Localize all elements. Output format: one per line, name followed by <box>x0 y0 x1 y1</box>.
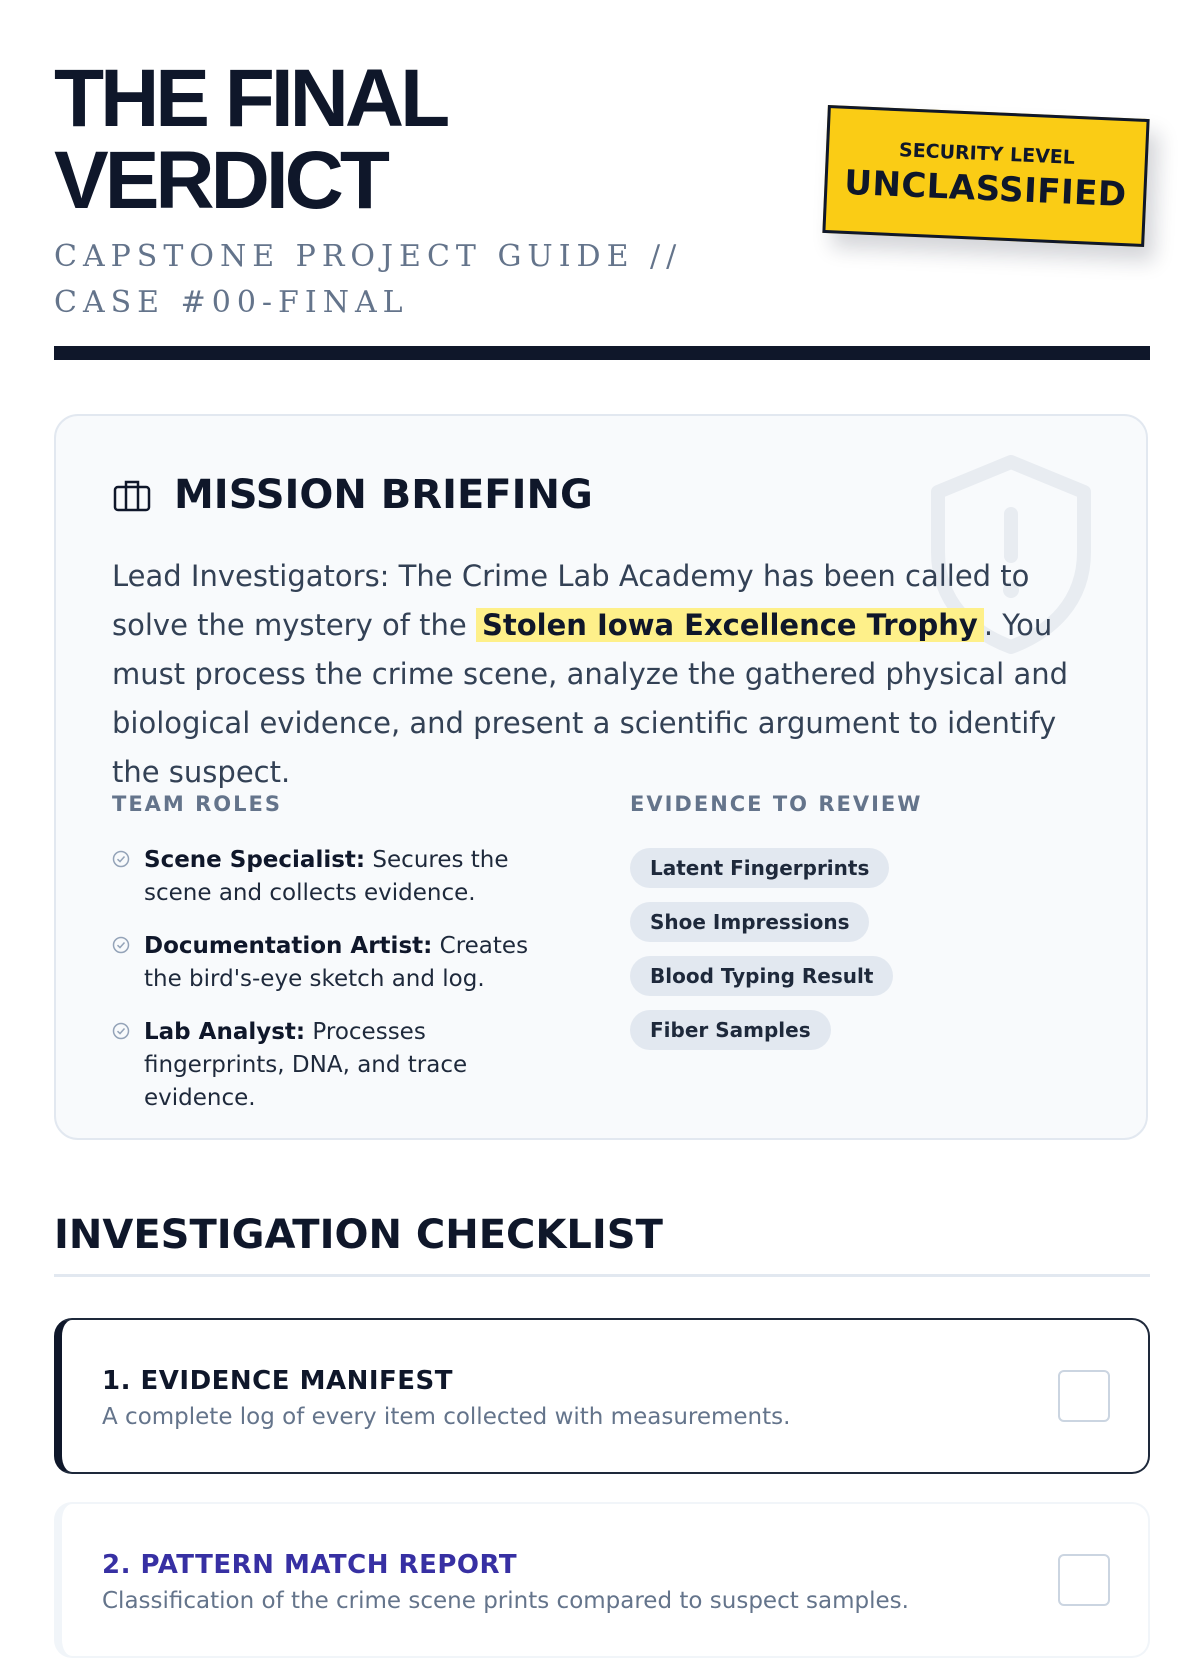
checklist-item-desc: Classification of the crime scene prints compared to suspect samples. <box>102 1588 909 1614</box>
role-item <box>112 930 562 996</box>
checklist-title: INVESTIGATION CHECKLIST <box>54 1212 663 1258</box>
checklist-item-evidence-manifest[interactable] <box>54 1318 1150 1474</box>
header-divider <box>54 346 1150 360</box>
title-line-2: VERDICT <box>54 135 386 226</box>
checklist-item-title: 2. PATTERN MATCH REPORT <box>102 1550 518 1580</box>
checklist-divider <box>54 1274 1150 1277</box>
evidence-tag: Blood Typing Result <box>630 956 893 996</box>
role-desc: Processes fingerprints, DNA, and trace evidence. <box>144 1019 468 1111</box>
briefing-text <box>112 552 1112 797</box>
title-line-1: THE FINAL <box>54 53 447 144</box>
evidence-tag: Fiber Samples <box>630 1010 831 1050</box>
checklist-item-desc: A complete log of every item collected with measurements. <box>102 1404 791 1430</box>
check-circle-icon <box>112 936 130 954</box>
highlighted-trophy: Stolen Iowa Excellence Trophy <box>476 608 984 642</box>
stamp-value: UNCLASSIFIED <box>843 162 1128 216</box>
briefing-title: MISSION BRIEFING <box>174 472 593 518</box>
checklist-checkbox[interactable] <box>1058 1554 1110 1606</box>
team-roles-heading: TEAM ROLES <box>112 792 283 816</box>
briefing-header <box>112 472 593 518</box>
checklist-checkbox[interactable] <box>1058 1370 1110 1422</box>
role-name: Documentation Artist: <box>144 933 433 959</box>
role-item <box>112 844 562 910</box>
check-circle-icon <box>112 1022 130 1040</box>
evidence-heading: EVIDENCE TO REVIEW <box>630 792 923 816</box>
security-stamp <box>822 105 1149 247</box>
role-desc: Creates the bird's-eye sketch and log. <box>144 933 529 992</box>
stamp-label: SECURITY LEVEL <box>898 139 1076 169</box>
team-roles-list <box>112 844 562 1135</box>
briefcase-icon <box>112 477 152 513</box>
mission-briefing-card <box>54 414 1148 1140</box>
role-item <box>112 1016 562 1115</box>
evidence-tags <box>630 848 1100 1064</box>
briefing-text-end: . You must process the crime scene, analyze the gathered physical and biological evidence, and present a scientific argument to identify the suspect. <box>112 608 1069 789</box>
checklist-item-pattern-match-report[interactable] <box>54 1502 1150 1658</box>
evidence-tag: Shoe Impressions <box>630 902 869 942</box>
page-subtitle: CAPSTONE PROJECT GUIDE // CASE #00-FINAL <box>54 239 683 320</box>
role-name: Scene Specialist: <box>144 847 366 873</box>
role-name: Lab Analyst: <box>144 1019 306 1045</box>
evidence-tag: Latent Fingerprints <box>630 848 889 888</box>
checklist-item-title: 1. EVIDENCE MANIFEST <box>102 1366 453 1396</box>
check-circle-icon <box>112 850 130 868</box>
role-desc: Secures the scene and collects evidence. <box>144 847 509 906</box>
briefing-text-start: Lead Investigators: The Crime Lab Academy has been called to solve the mystery of the <box>112 559 1030 642</box>
